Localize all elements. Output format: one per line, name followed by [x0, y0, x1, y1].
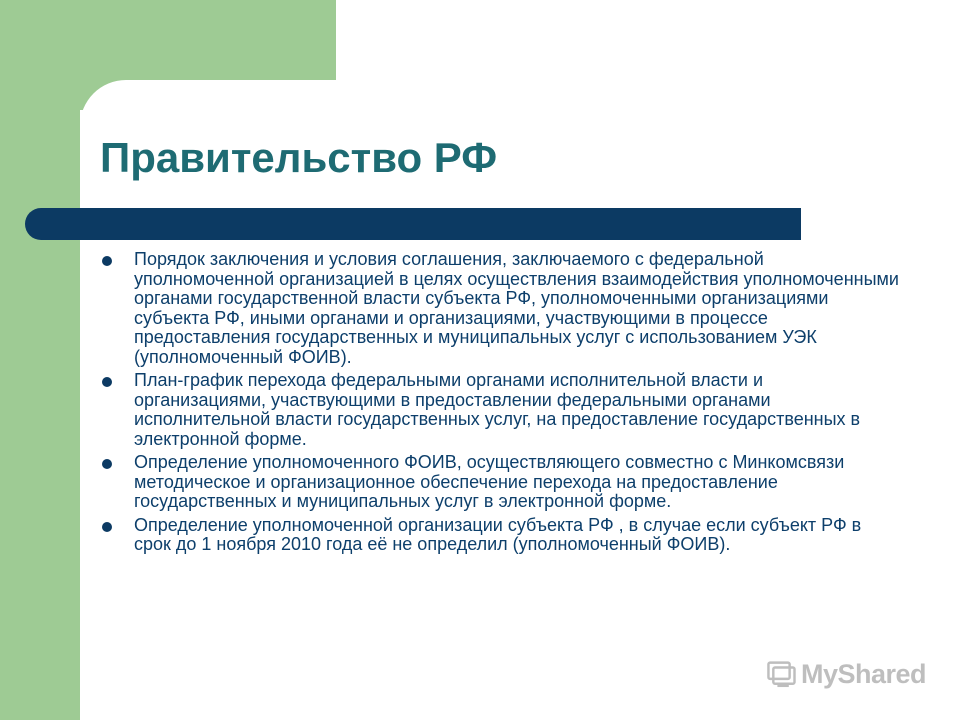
bullet-text: Порядок заключения и условия соглашения, заключаемого с федеральной уполномоченной организацией в целях осуществления взаимодействия уполномоченными органами государственной власти субъекта РФ, уполномоченными организациями субъекта РФ, иными органами и организациями, участвующими в процессе предоставления государственных и муниципальных услуг с использованием УЭК (уполномоченный ФОИВ).: [134, 249, 899, 367]
watermark-text: MyShared: [800, 658, 926, 689]
bullet-dot-icon: [102, 459, 112, 469]
bullet-list: [100, 250, 900, 555]
bullet-dot-icon: [102, 256, 112, 266]
bullet-text: Определение уполномоченного ФОИВ, осуществляющего совместно с Минкомсвязи методическое и организационное обеспечение перехода на предоставление государственных и муниципальных услуг в электронной форме.: [134, 452, 845, 511]
myshared-watermark: [766, 656, 926, 692]
bullet-text: План-график перехода федеральными органами исполнительной власти и организациями, участвующими в предоставлении федеральными органами исполнительной власти государственных услуг, на предоставление государственных в электронной форме.: [134, 370, 861, 449]
slide-content: [100, 250, 900, 559]
bullet-dot-icon: [102, 522, 112, 532]
bullet-text: Определение уполномоченной организации субъекта РФ , в случае если субъект РФ в срок до 1 ноября 2010 года её не определил (уполномоченный ФОИВ).: [134, 514, 862, 554]
bullet-item: [100, 453, 900, 512]
bullet-item: [100, 250, 900, 367]
myshared-logo-icon: [766, 656, 797, 692]
bullet-dot-icon: [102, 377, 112, 387]
slide-title: Правительство РФ: [100, 134, 498, 181]
bullet-item: [100, 371, 900, 449]
bullet-item: [100, 516, 900, 555]
title-underline-bar: [25, 208, 801, 240]
